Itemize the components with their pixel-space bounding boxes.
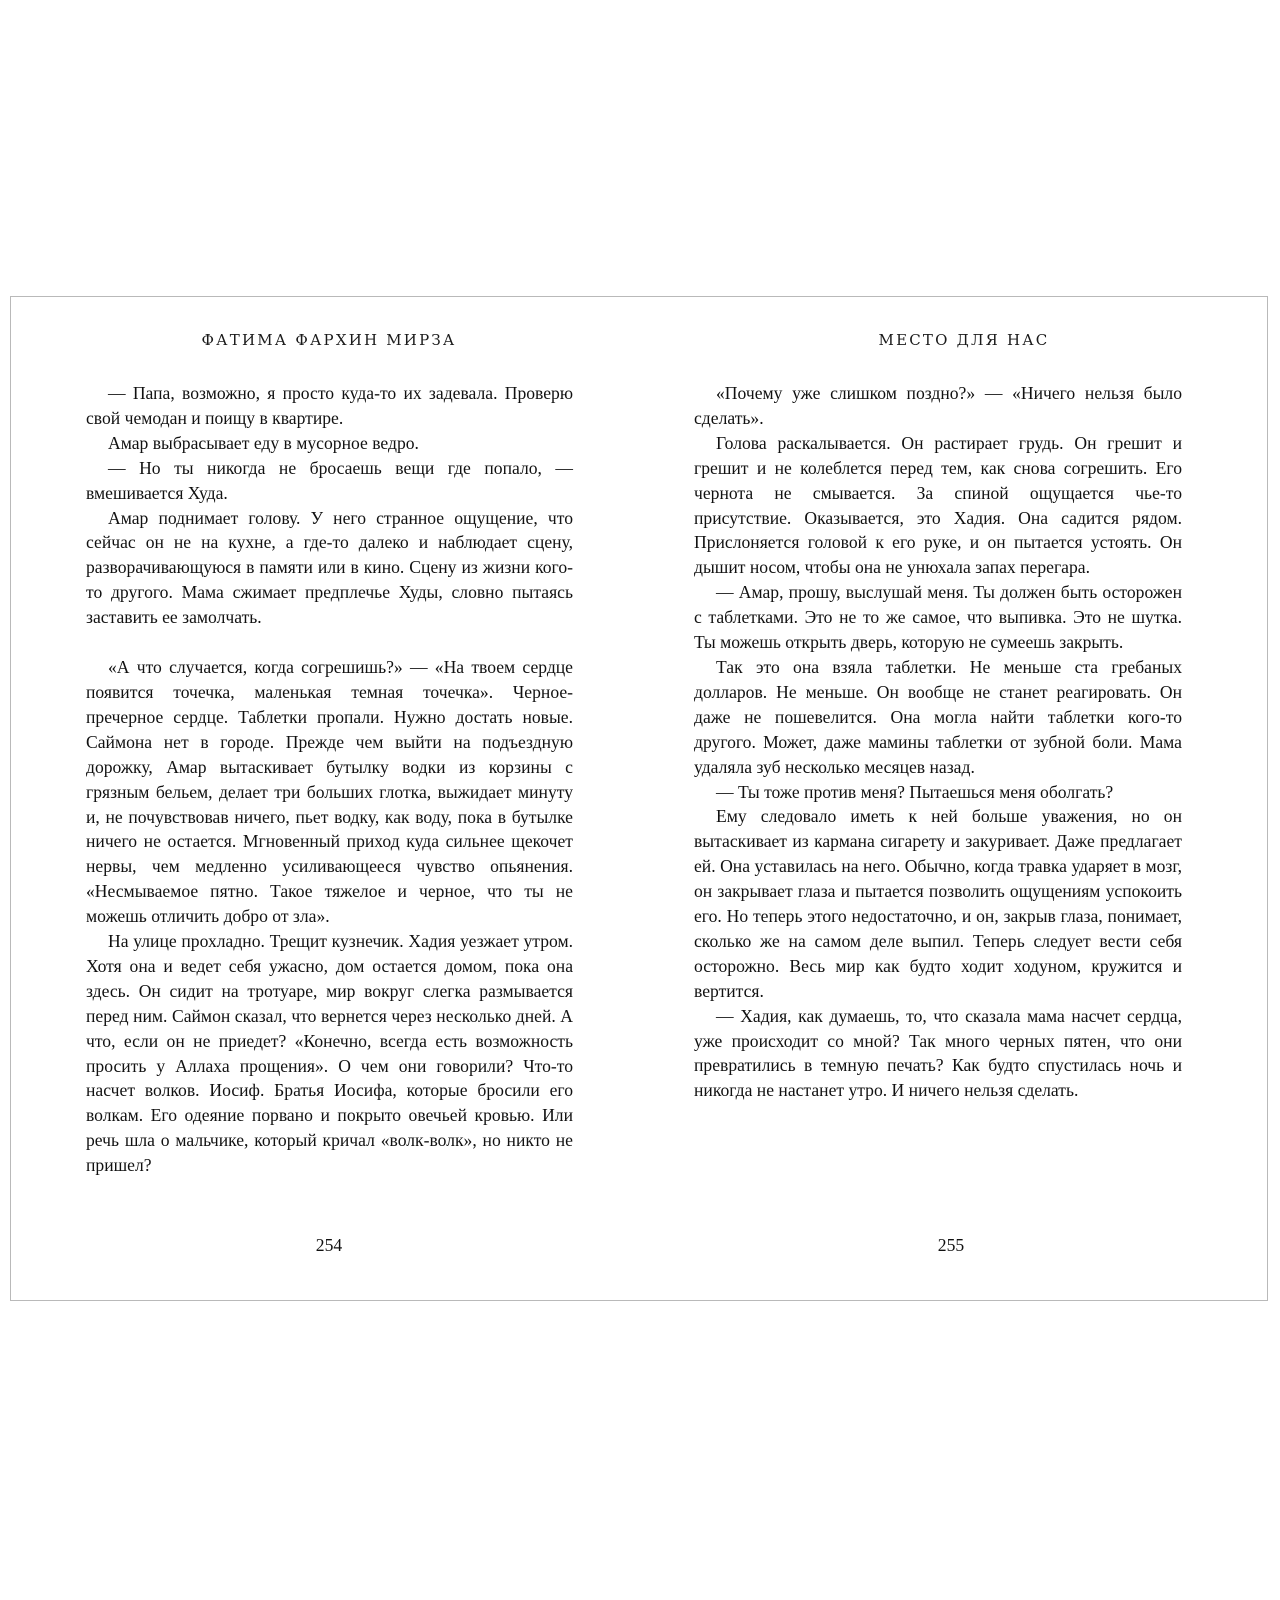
paragraph: Амар поднимает голову. У него странное ощущение, что сейчас он не на кухне, а где-то далеко и наблюдает сцену, разворачивающуюся в памяти или в кино. Сцену из жизни кого-то другого. Мама сжимает предплечье Худы, словно пытаясь заставить ее замолчать. [86, 507, 573, 628]
paragraph: — Амар, прошу, выслушай меня. Ты должен быть осторожен с таблетками. Это не то же самое, что выпивка. Это не шутка. Ты можешь открыть дверь, которую не сумеешь закрыть. [694, 582, 1182, 653]
running-head-author: ФАТИМА ФАРХИН МИРЗА [201, 331, 457, 349]
paragraph: На улице прохладно. Трещит кузнечик. Хадия уезжает утром. Хотя она и ведет себя ужасно, дом остается домом, пока она здесь. Он сидит на тротуаре, мир вокруг слегка размывается перед ним. Саймон сказал, что вернется через несколько дней. А что, если он не приедет? «Конечно, всегда есть возможность просить у Аллаха прощения». О чем они говорили? Что-то насчет волков. Иосиф. Братья Иосифа, которые бросили его волкам. Его одеяние порвано и покрыто овечьей кровью. Или речь шла о мальчике, который кричал «волк-волк», но никто не пришел? [86, 931, 573, 1176]
paragraph: — Ты тоже против меня? Пытаешься меня оболгать? [716, 781, 1114, 802]
paragraph: Амар выбрасывает еду в мусорное ведро. [108, 432, 419, 453]
paragraph: — Хадия, как думаешь, то, что сказала мама насчет сердца, уже происходит со мной? Так много черных пятен, что они превратились в темную печать? Как будто спустилась ночь и никогда не настанет утро. И ничего нельзя сделать. [694, 1005, 1182, 1101]
right-page [640, 297, 1269, 1300]
running-head-title: МЕСТО ДЛЯ НАС [878, 331, 1050, 349]
paragraph: «А что случается, когда согрешишь?» — «На твоем сердце появится точечка, маленькая темная точечка». Черное-пречерное сердце. Таблетки пропали. Нужно достать новые. Саймона нет в городе. Прежде чем выйти на подъездную дорожку, Амар вытаскивает бутылку водки из корзины с грязным бельем, делает три больших глотка, выжидает минуту и, не почувствовав ничего, пьет водку, как воду, пока в бутылке ничего не остается. Мгновенный приход куда сильнее щекочет нервы, чем медленно усиливающееся чувство опьянения. «Несмываемое пятно. Такое тяжелое и черное, что ты не можешь отличить добро от зла». [86, 657, 573, 927]
right-page-body [694, 381, 1182, 1103]
book-spread [10, 296, 1268, 1301]
paragraph: — Папа, возможно, я просто куда-то их задевала. Проверю свой чемодан и поищу в квартире. [86, 383, 573, 428]
paragraph: Голова раскалывается. Он растирает грудь. Он грешит и грешит и не колеблется перед тем, как снова согрешить. Его чернота не смывается. За спиной ощущается чье-то присутствие. Оказывается, это Хадия. Она садится рядом. Прислоняется головой к его руке, и он пытается устоять. Он дышит носом, чтобы она не унюхала запах перегара. [694, 432, 1182, 578]
paragraph: Так это она взяла таблетки. Не меньше ста гребаных долларов. Не меньше. Он вообще не станет реагировать. Он даже не пошевелится. Она могла найти таблетки кого-то другого. Может, даже мамины таблетки от зубной боли. Мама удаляла зуб несколько месяцев назад. [694, 656, 1182, 777]
left-page [11, 297, 640, 1300]
paragraph: Ему следовало иметь к ней больше уважения, но он вытаскивает из кармана сигарету и закуривает. Даже предлагает ей. Она уставилась на него. Обычно, когда травка ударяет в мозг, он закрывает глаза и пытается позволить ощущениям успокоить его. Но теперь этого недостаточно, и он, закрыв глаза, понимает, сколько же на самом деле выпил. Теперь следует вести себя осторожно. Весь мир как будто ходит ходуном, кружится и вертится. [694, 806, 1182, 1001]
paragraph: «Почему уже слишком поздно?» — «Ничего нельзя было сделать». [694, 383, 1182, 428]
paragraph: — Но ты никогда не бросаешь вещи где попало, — вмешивается Худа. [86, 457, 573, 503]
page-number: 255 [937, 1235, 965, 1255]
page-number: 254 [315, 1235, 343, 1255]
left-page-body [86, 381, 573, 1178]
